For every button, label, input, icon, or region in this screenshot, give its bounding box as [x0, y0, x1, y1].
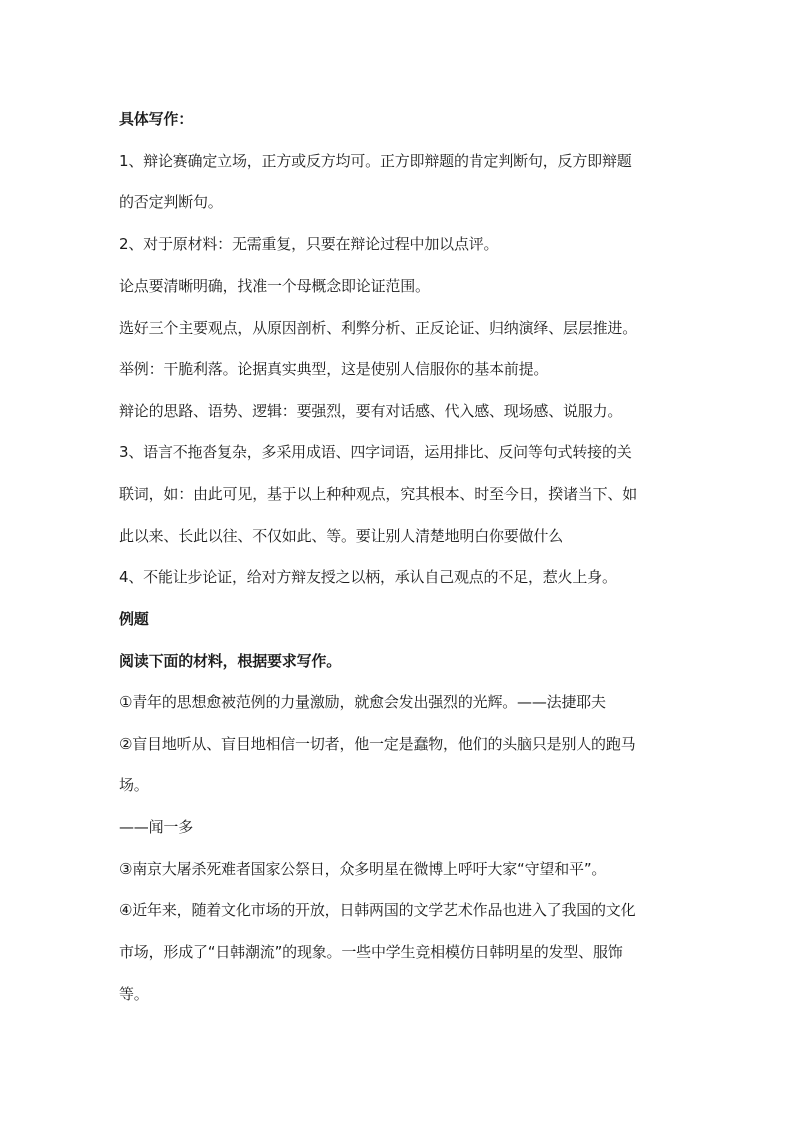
point-2-line-5: 辩论的思路、语势、逻辑：要强烈，要有对话感、代入感、现场感、说服力。 [119, 402, 623, 420]
point-3-line-3: 此以来、长此以往、不仅如此、等。要让别人清楚地明白你要做什么 [119, 527, 564, 545]
point-1-line-2: 的否定判断句。 [119, 193, 223, 211]
material-4-line-2: 市场，形成了“日韩潮流”的现象。一些中学生竞相模仿日韩明星的发型、服饰 [119, 943, 623, 961]
material-4-line-3: 等。 [119, 985, 149, 1003]
material-2-attribution: ——闻一多 [119, 818, 194, 836]
material-3: ③南京大屠杀死难者国家公祭日，众多明星在微博上呼吁大家“守望和平”。 [119, 860, 607, 878]
point-2-line-3: 选好三个主要观点，从原因剖析、利弊分析、正反论证、归纳演绎、层层推进。 [119, 319, 638, 337]
example-heading: 例题 [119, 610, 149, 628]
point-3-line-1: 3、语言不拖沓复杂，多采用成语、四字词语，运用排比、反问等句式转接的关 [119, 443, 632, 461]
material-4-line-1: ④近年来，随着文化市场的开放，日韩两国的文学艺术作品也进入了我国的文化 [119, 901, 636, 919]
point-2-line-1: 2、对于原材料：无需重复，只要在辩论过程中加以点评。 [119, 235, 499, 253]
section-heading: 具体写作： [119, 110, 194, 128]
material-2-line-2: 场。 [119, 776, 149, 794]
point-2-line-4: 举例：干脆利落。论据真实典型，这是使别人信服你的基本前提。 [119, 360, 549, 378]
point-1-line-1: 1、辩论赛确定立场，正方或反方均可。正方即辩题的肯定判断句，反方即辩题 [119, 152, 632, 170]
material-2-line-1: ②盲目地听从、盲目地相信一切者，他一定是蠢物，他们的头脑只是别人的跑马 [119, 735, 636, 753]
point-4: 4、不能让步论证，给对方辩友授之以柄，承认自己观点的不足，惹火上身。 [119, 568, 617, 586]
instruction: 阅读下面的材料，根据要求写作。 [119, 652, 342, 670]
material-1: ①青年的思想愈被范例的力量激励，就愈会发出强烈的光辉。——法捷耶夫 [119, 693, 606, 711]
point-2-line-2: 论点要清晰明确，找准一个母概念即论证范围。 [119, 277, 430, 295]
point-3-line-2: 联词，如：由此可见，基于以上种种观点，究其根本、时至今日，揆诸当下、如 [119, 485, 638, 503]
